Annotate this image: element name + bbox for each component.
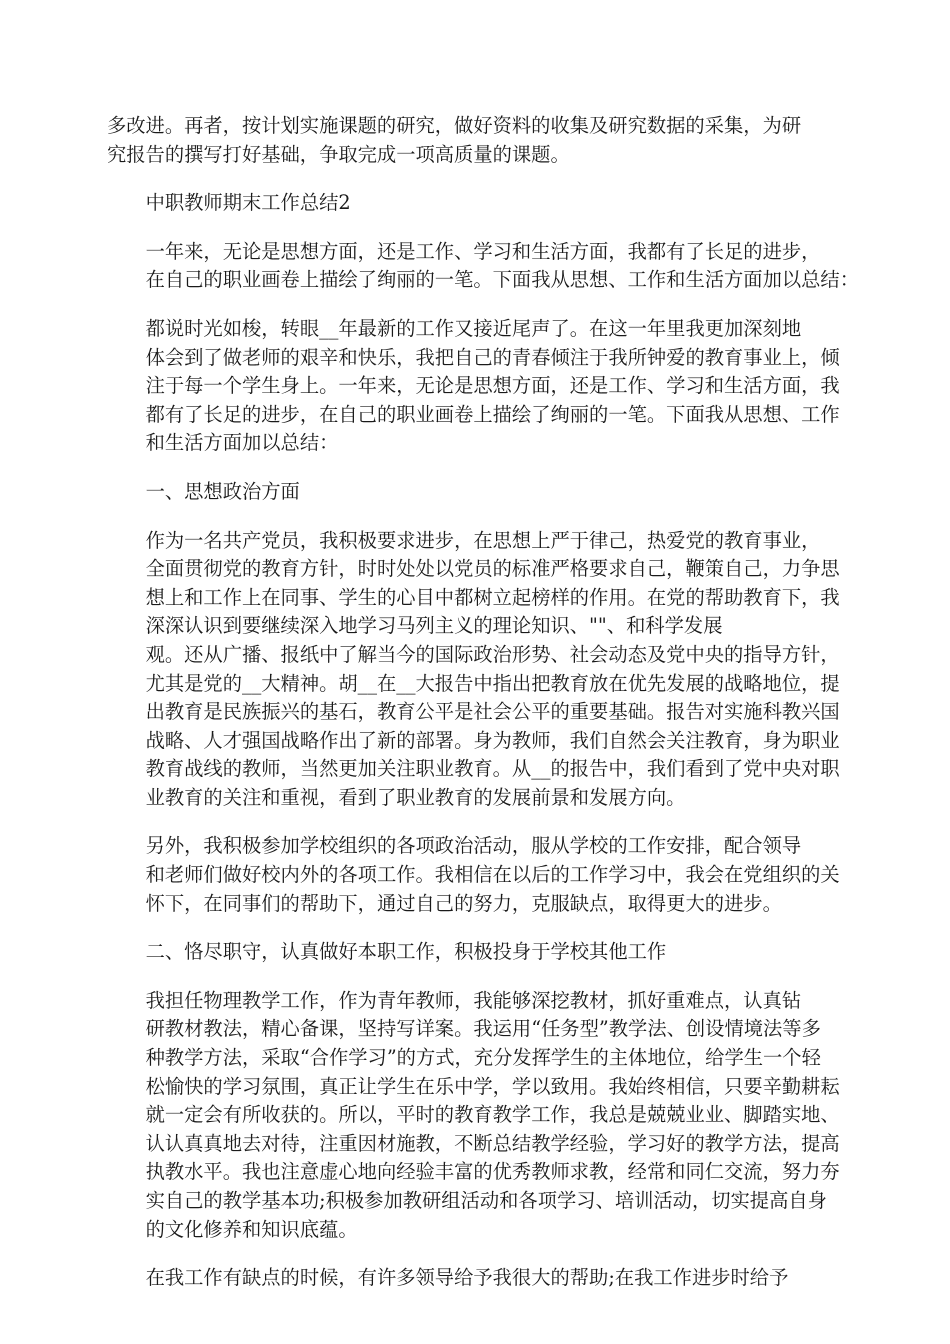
text-line: 实自己的教学基本功;积极参加教研组活动和各项学习、培训活动，切实提高自身: [145, 1189, 827, 1212]
text-line: 深深认识到要继续深入地学习马列主义的理论知识、""、和科学发展: [145, 614, 723, 638]
text-line: 中职教师期末工作总结2: [145, 191, 351, 215]
text-line: 另外，我积极参加学校组织的各项政治活动，服从学校的工作安排，配合领导: [145, 834, 802, 858]
text-line: 一年来，无论是思想方面，还是工作、学习和生活方面，我都有了长足的进步，: [145, 239, 821, 263]
text-line: 和生活方面加以总结：: [145, 431, 339, 455]
paragraph: [107, 987, 853, 1244]
text-line: 想上和工作上在同事、学生的心目中都树立起榜样的作用。在党的帮助教育下，我: [145, 585, 840, 609]
text-line: 执教水平。我也注意虚心地向经验丰富的优秀教师求教，经常和同仁交流，努力夯: [145, 1160, 840, 1184]
text-line: 观。还从广播、报纸中了解当今的国际政治形势、社会动态及党中央的指导方针，: [145, 642, 840, 666]
paragraph: [107, 189, 853, 218]
text-line: 都说时光如梭，转眼__年最新的工作又接近尾声了。在这一年里我更加深刻地: [145, 316, 802, 340]
text-line: 一、思想政治方面: [145, 479, 300, 503]
text-line: 教育战线的教师，当然更加关注职业教育。从__的报告中，我们看到了党中央对职: [145, 757, 840, 781]
text-line: 体会到了做老师的艰辛和快乐，我把自己的青春倾注于我所钟爱的教育事业上，倾: [145, 345, 840, 369]
text-line: 出教育是民族振兴的基石，教育公平是社会公平的重要基础。报告对实施科教兴国: [145, 700, 840, 724]
paragraph: [107, 478, 853, 507]
text-line: 的文化修养和知识底蕴。: [145, 1217, 358, 1241]
text-line: 多改进。再者，按计划实施课题的研究，做好资料的收集及研究数据的采集，为研: [107, 114, 802, 137]
text-line: 怀下，在同事们的帮助下，通过自己的努力，克服缺点，取得更大的进步。: [145, 891, 782, 915]
paragraph: [107, 112, 853, 169]
text-line: 业教育的关注和重视，看到了职业教育的发展前景和发展方向。: [145, 785, 686, 809]
text-line: 就一定会有所收获的。所以，平时的教育教学工作，我总是兢兢业业、脚踏实地、: [145, 1103, 840, 1127]
paragraph: [107, 938, 853, 967]
text-line: 认认真真地去对待，注重因材施教，不断总结教学经验，学习好的教学方法，提高: [145, 1131, 840, 1155]
text-line: 研教材教法，精心备课，坚持写详案。我运用“任务型”教学法、创设情境法等多: [145, 1017, 821, 1041]
paragraph: [107, 238, 859, 295]
text-line: 松愉快的学习氛围，真正让学生在乐中学，学以致用。我始终相信，只要辛勤耕耘: [145, 1074, 840, 1098]
text-line: 都有了长足的进步，在自己的职业画卷上描绘了绚丽的一笔。下面我从思想、工作: [145, 402, 840, 426]
text-line: 究报告的撰写打好基础，争取完成一项高质量的课题。: [107, 142, 570, 166]
text-line: 我担任物理教学工作，作为青年教师，我能够深挖教材，抓好重难点，认真钻: [145, 988, 802, 1012]
text-line: 在我工作有缺点的时候，有许多领导给予我很大的帮助;在我工作进步时给予: [145, 1266, 789, 1290]
paragraph: [107, 527, 853, 813]
paragraph: [107, 832, 853, 918]
text-line: 作为一名共产党员，我积极要求进步，在思想上严于律己，热爱党的教育事业，: [145, 528, 821, 552]
paragraph: [107, 315, 853, 458]
text-line: 战略、人才强国战略作出了新的部署。身为教师，我们自然会关注教育，身为职业: [145, 728, 840, 752]
text-line: 尤其是党的__大精神。胡__在__大报告中指出把教育放在优先发展的战略地位，提: [145, 671, 840, 695]
text-line: 全面贯彻党的教育方针，时时处处以党员的标准严格要求自己，鞭策自己，力争思: [145, 557, 840, 581]
text-line: 种教学方法，采取“合作学习”的方式，充分发挥学生的主体地位，给学生一个轻: [145, 1046, 821, 1070]
document-page: [107, 112, 859, 1313]
text-line: 注于每一个学生身上。一年来，无论是思想方面，还是工作、学习和生活方面，我: [145, 374, 840, 398]
text-line: 和老师们做好校内外的各项工作。我相信在以后的工作学习中，我会在党组织的关: [145, 863, 840, 887]
paragraph: [107, 1264, 853, 1293]
text-line: 在自己的职业画卷上描绘了绚丽的一笔。下面我从思想、工作和生活方面加以总结：: [145, 268, 859, 292]
text-line: 二、恪尽职守，认真做好本职工作，积极投身于学校其他工作: [145, 940, 667, 964]
